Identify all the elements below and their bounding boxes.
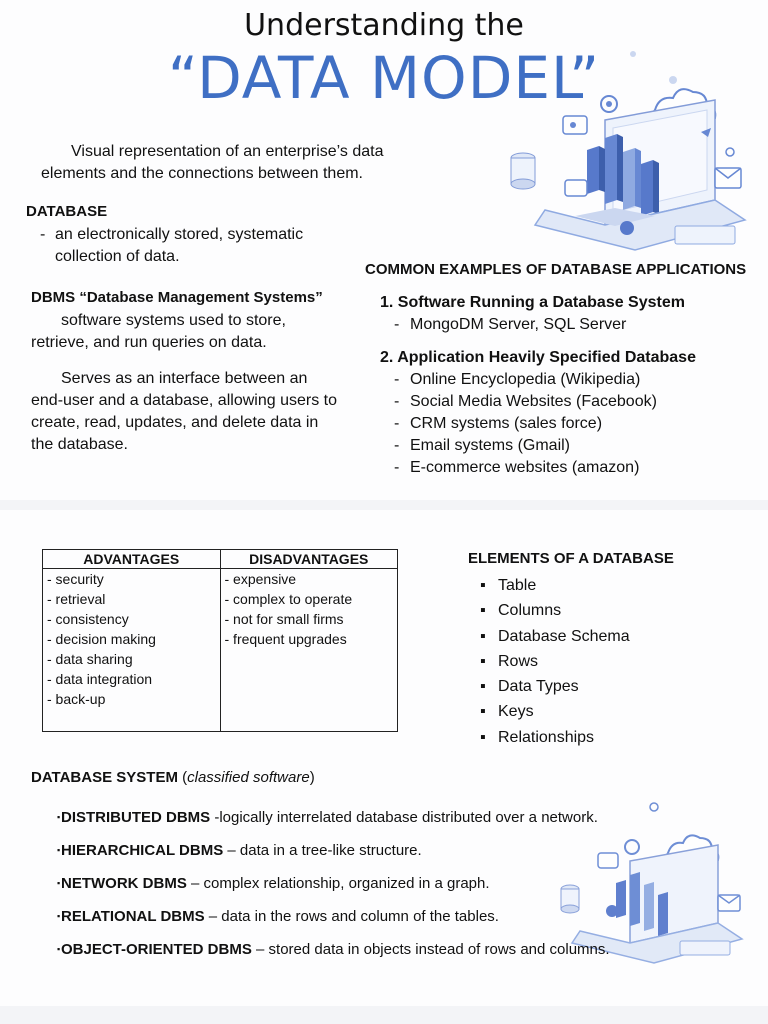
systems-item-name: HIERARCHICAL DBMS [61, 842, 224, 859]
elements-item: ▪ Database Schema [470, 624, 750, 649]
examples-group-2-item: - E-commerce websites (amazon) [380, 457, 760, 479]
dbms-heading: DBMS “Database Management Systems” [31, 289, 323, 306]
systems-item-name: DISTRIBUTED DBMS [61, 809, 211, 826]
systems-item [47, 867, 747, 900]
systems-item-desc: – data in a tree-like structure. [223, 842, 422, 859]
disadvantage-item: - not for small firms [224, 611, 344, 627]
dbms-para-1-line-2: retrieve, and run queries on data. [31, 334, 267, 351]
systems-item-desc: -logically interrelated database distributed over a network. [210, 809, 598, 826]
examples-group-1-item: - MongoDM Server, SQL Server [380, 314, 760, 336]
intro-line-1: Visual representation of an enterprise’s data [71, 143, 384, 160]
database-dash: - [40, 226, 46, 243]
advantages-header: ADVANTAGES [43, 550, 221, 569]
database-line-2: collection of data. [55, 248, 180, 265]
page-gap [0, 500, 768, 510]
systems-item-name: RELATIONAL DBMS [61, 908, 205, 925]
elements-item: ▪ Columns [470, 598, 750, 623]
intro-text [41, 141, 461, 185]
examples-group-2-item: - CRM systems (sales force) [380, 413, 760, 435]
elements-list [470, 573, 750, 750]
dbms-para-2-line-3: create, read, updates, and delete data in [31, 414, 319, 431]
dbms-para-1-line-1: software systems used to store, [61, 312, 286, 329]
examples-group-1-title: 1. Software Running a Database System [380, 294, 685, 311]
systems-item [47, 900, 747, 933]
elements-item: ▪ Relationships [470, 725, 750, 750]
examples-heading: COMMON EXAMPLES OF DATABASE APPLICATIONS [365, 261, 747, 278]
dbms-para-2-line-4: the database. [31, 436, 128, 453]
laptop-database-illustration [505, 40, 760, 255]
advantage-item: - decision making [47, 631, 156, 647]
systems-item-desc: – data in the rows and column of the tables. [204, 908, 499, 925]
title-line-1: Understanding the [244, 8, 524, 43]
examples-group-1 [380, 292, 760, 336]
disadvantage-item: - frequent upgrades [224, 631, 347, 647]
dbms-para-2-line-2: end-user and a database, allowing users to [31, 392, 337, 409]
advantage-item: - consistency [47, 611, 129, 627]
disadvantages-cell [220, 569, 398, 732]
systems-heading-row: DATABASE SYSTEM (classified software) [31, 769, 315, 786]
title-line-2: “DATA MODEL” [167, 44, 601, 112]
systems-item [47, 801, 747, 834]
advantages-table [42, 549, 398, 732]
disadvantage-item: - complex to operate [224, 591, 353, 607]
systems-item [47, 933, 747, 966]
page-bottom-gap [0, 1006, 768, 1024]
systems-item-desc: – complex relationship, organized in a graph. [186, 875, 490, 892]
disadvantage-item: - expensive [224, 571, 297, 587]
examples-group-2-item: - Online Encyclopedia (Wikipedia) [380, 369, 760, 391]
elements-item: ▪ Keys [470, 699, 750, 724]
advantages-cell [43, 569, 221, 732]
examples-group-2-title: 2. Application Heavily Specified Database [380, 349, 696, 366]
dbms-para-2-line-1: Serves as an interface between an [61, 370, 308, 387]
examples-group-2-item: - Email systems (Gmail) [380, 435, 760, 457]
systems-item [47, 834, 747, 867]
examples-group-2 [380, 347, 760, 479]
intro-line-2: elements and the connections between them. [41, 165, 363, 182]
elements-item: ▪ Data Types [470, 674, 750, 699]
advantage-item: - data sharing [47, 651, 133, 667]
systems-heading-note: classified software [187, 769, 310, 786]
systems-item-desc: – stored data in objects instead of rows and columns. [251, 941, 610, 958]
systems-item-name: NETWORK DBMS [61, 875, 187, 892]
advantage-item: - back-up [47, 691, 106, 707]
systems-item-name: OBJECT-ORIENTED DBMS [61, 941, 252, 958]
advantage-item: - security [47, 571, 104, 587]
systems-list [47, 801, 747, 966]
elements-heading: ELEMENTS OF A DATABASE [468, 550, 674, 567]
advantage-item: - data integration [47, 671, 153, 687]
systems-heading: DATABASE SYSTEM [31, 769, 178, 786]
elements-item: ▪ Table [470, 573, 750, 598]
elements-item: ▪ Rows [470, 649, 750, 674]
dbms-para-2 [31, 368, 361, 456]
advantage-item: - retrieval [47, 591, 106, 607]
database-line-1: an electronically stored, systematic [55, 226, 304, 243]
database-heading: DATABASE [26, 203, 108, 220]
examples-group-2-item: - Social Media Websites (Facebook) [380, 391, 760, 413]
database-definition [26, 224, 356, 268]
dbms-para-1 [31, 310, 361, 354]
page-one [0, 0, 768, 500]
disadvantages-header: DISADVANTAGES [220, 550, 398, 569]
